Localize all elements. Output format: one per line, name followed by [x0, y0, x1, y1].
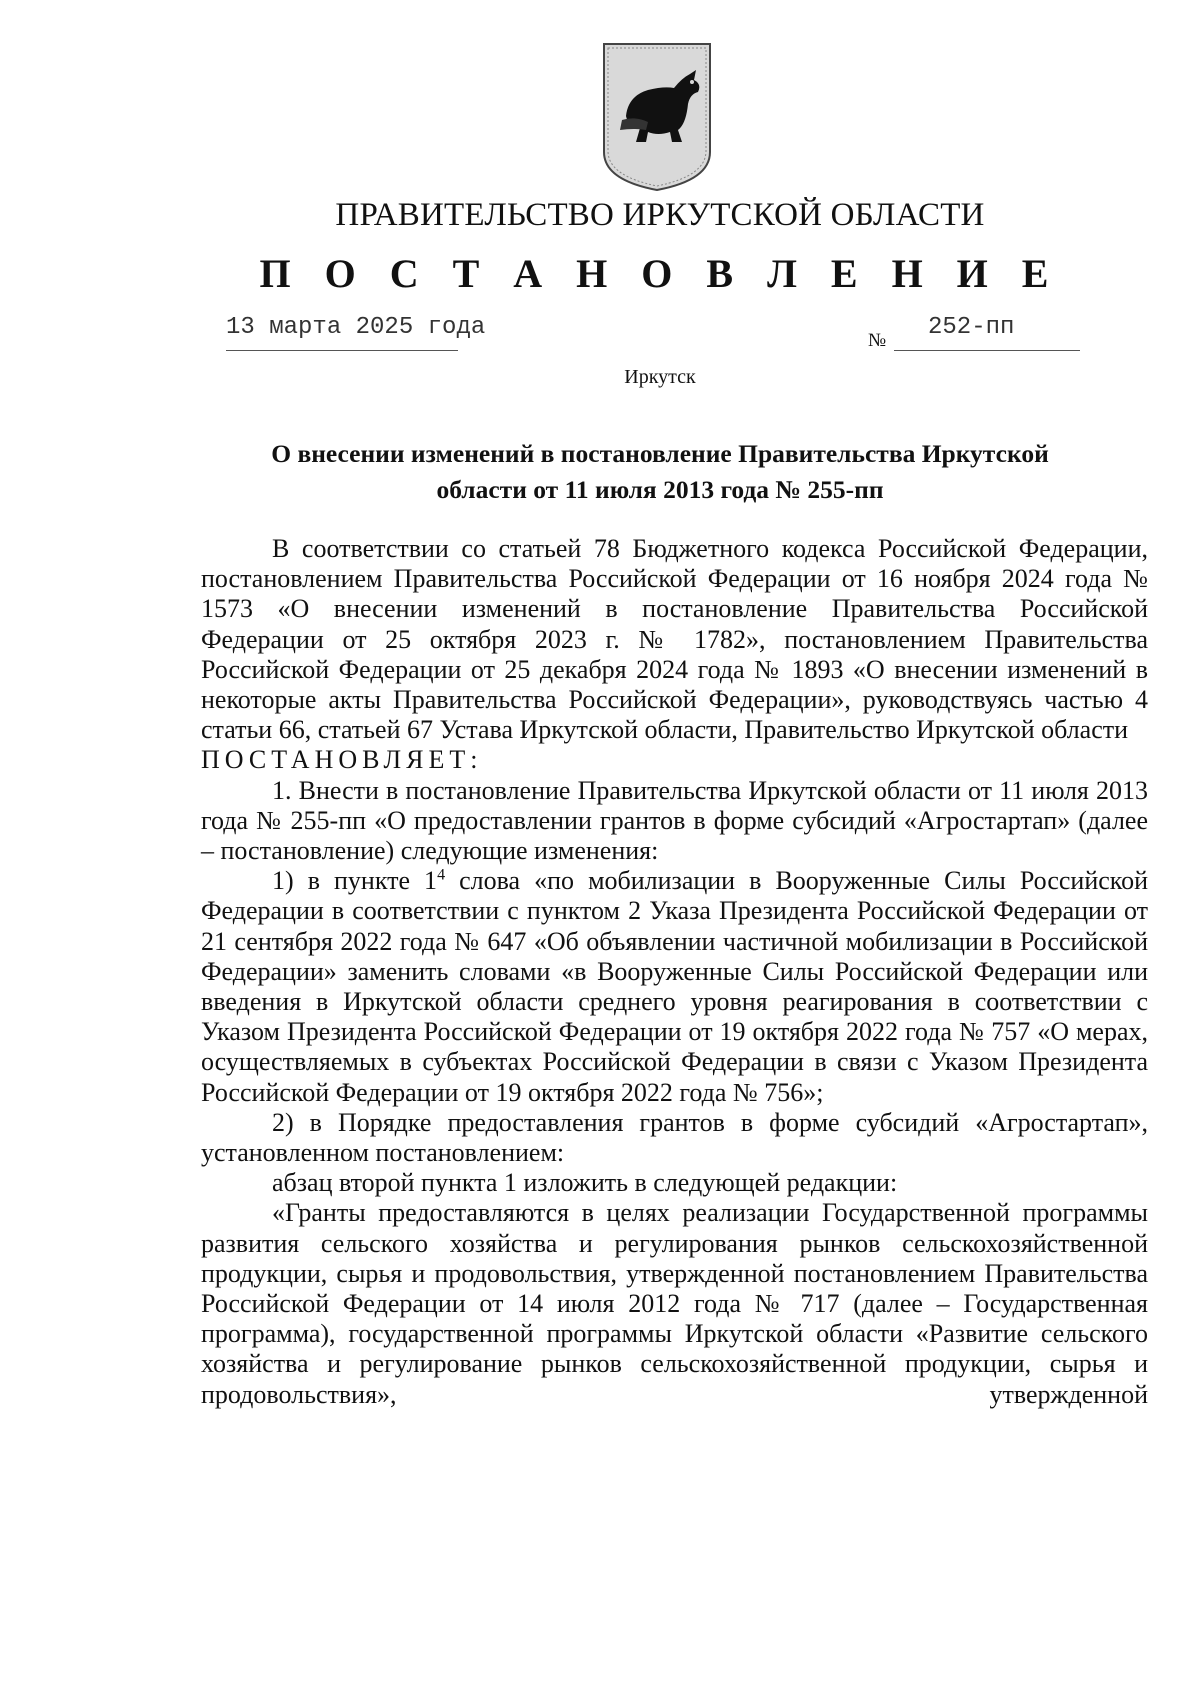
paragraph-quote: «Гранты предоставляются в целях реализации Государственной программы развития сельского хозяйства и регулирования рынков сельскохозяйственной продукции, сырья и продовольствия, утвержденной постановлением Правительства Российской Федерации от 14 июля 2012 года № 717 (далее – Государственная программа), государственной программы Иркутской области «Развитие сельского хозяйства и регулирование рынков сельскохозяйственной продукции, сырья и продовольствия», утвержденной	[201, 1198, 1148, 1409]
decree-word: ПОСТАНОВЛЯЕТ:	[201, 745, 483, 775]
document-date: 13 марта 2025 года	[226, 314, 486, 341]
date-underline	[226, 350, 458, 351]
document-city: Иркутск	[624, 366, 696, 388]
document-heading	[200, 436, 1120, 508]
heading-line-1: О внесении изменений в постановление Правительства Иркутской	[271, 439, 1049, 468]
paragraph-item-1: 1. Внести в постановление Правительства Иркутской области от 11 июля 2013 года № 255-пп «О предоставлении грантов в форме субсидий «Агростартап» (далее – постановление) следующие изменения:	[201, 775, 1148, 866]
paragraph-subitem-1	[201, 866, 1148, 1108]
paragraph-preamble: В соответствии со статьей 78 Бюджетного кодекса Российской Федерации, постановлением Правительства Российской Федерации от 16 ноября 2024 года № 1573 «О внесении изменений в постановление Правительства Российской Федерации от 25 октября 2023 г. № 1782», постановлением Правительства Российской Федерации от 25 декабря 2024 года № 1893 «О внесении изменений в некоторые акты Правительства Российской Федерации», руководствуясь частью 4 статьи 66, статьей 67 Устава Иркутской области, Правительство Иркутской области	[201, 534, 1148, 745]
document-number: 252-пп	[928, 314, 1015, 341]
heading-line-2: области от 11 июля 2013 года № 255-пп	[436, 475, 884, 504]
government-name: ПРАВИТЕЛЬСТВО ИРКУТСКОЙ ОБЛАСТИ	[335, 197, 985, 233]
document-body	[201, 534, 1148, 1410]
subitem-1-rest: слова «по мобилизации в Вооруженные Силы Российской Федерации в соответствии с пунктом 2 Указа Президента Российской Федерации от 21 сентября 2022 года № 647 «Об объявлении частичной мобилизации в Российской Федерации» заменить словами «в Вооруженные Силы Российской Федерации или введения в Иркутской области среднего уровня реагирования в соответствии с Указом Президента Российской Федерации от 19 октября 2022 года № 757 «О мерах, осуществляемых в субъектах Российской Федерации в связи с Указом Президента Российской Федерации от 19 октября 2022 года № 756»;	[201, 866, 1148, 1107]
irkutsk-coat-of-arms-emblem	[598, 40, 716, 192]
paragraph-subitem-2: 2) в Порядке предоставления грантов в форме субсидий «Агростартап», установленном постановлением:	[201, 1107, 1148, 1168]
document-type-title: П О С Т А Н О В Л Е Н И Е	[259, 251, 1061, 296]
subitem-1-start: 1) в пункте 1	[272, 866, 438, 896]
number-underline	[894, 350, 1080, 351]
superscript: 4	[437, 866, 446, 884]
paragraph-abzac: абзац второй пункта 1 изложить в следующей редакции:	[272, 1168, 898, 1198]
number-sign: №	[868, 330, 887, 351]
